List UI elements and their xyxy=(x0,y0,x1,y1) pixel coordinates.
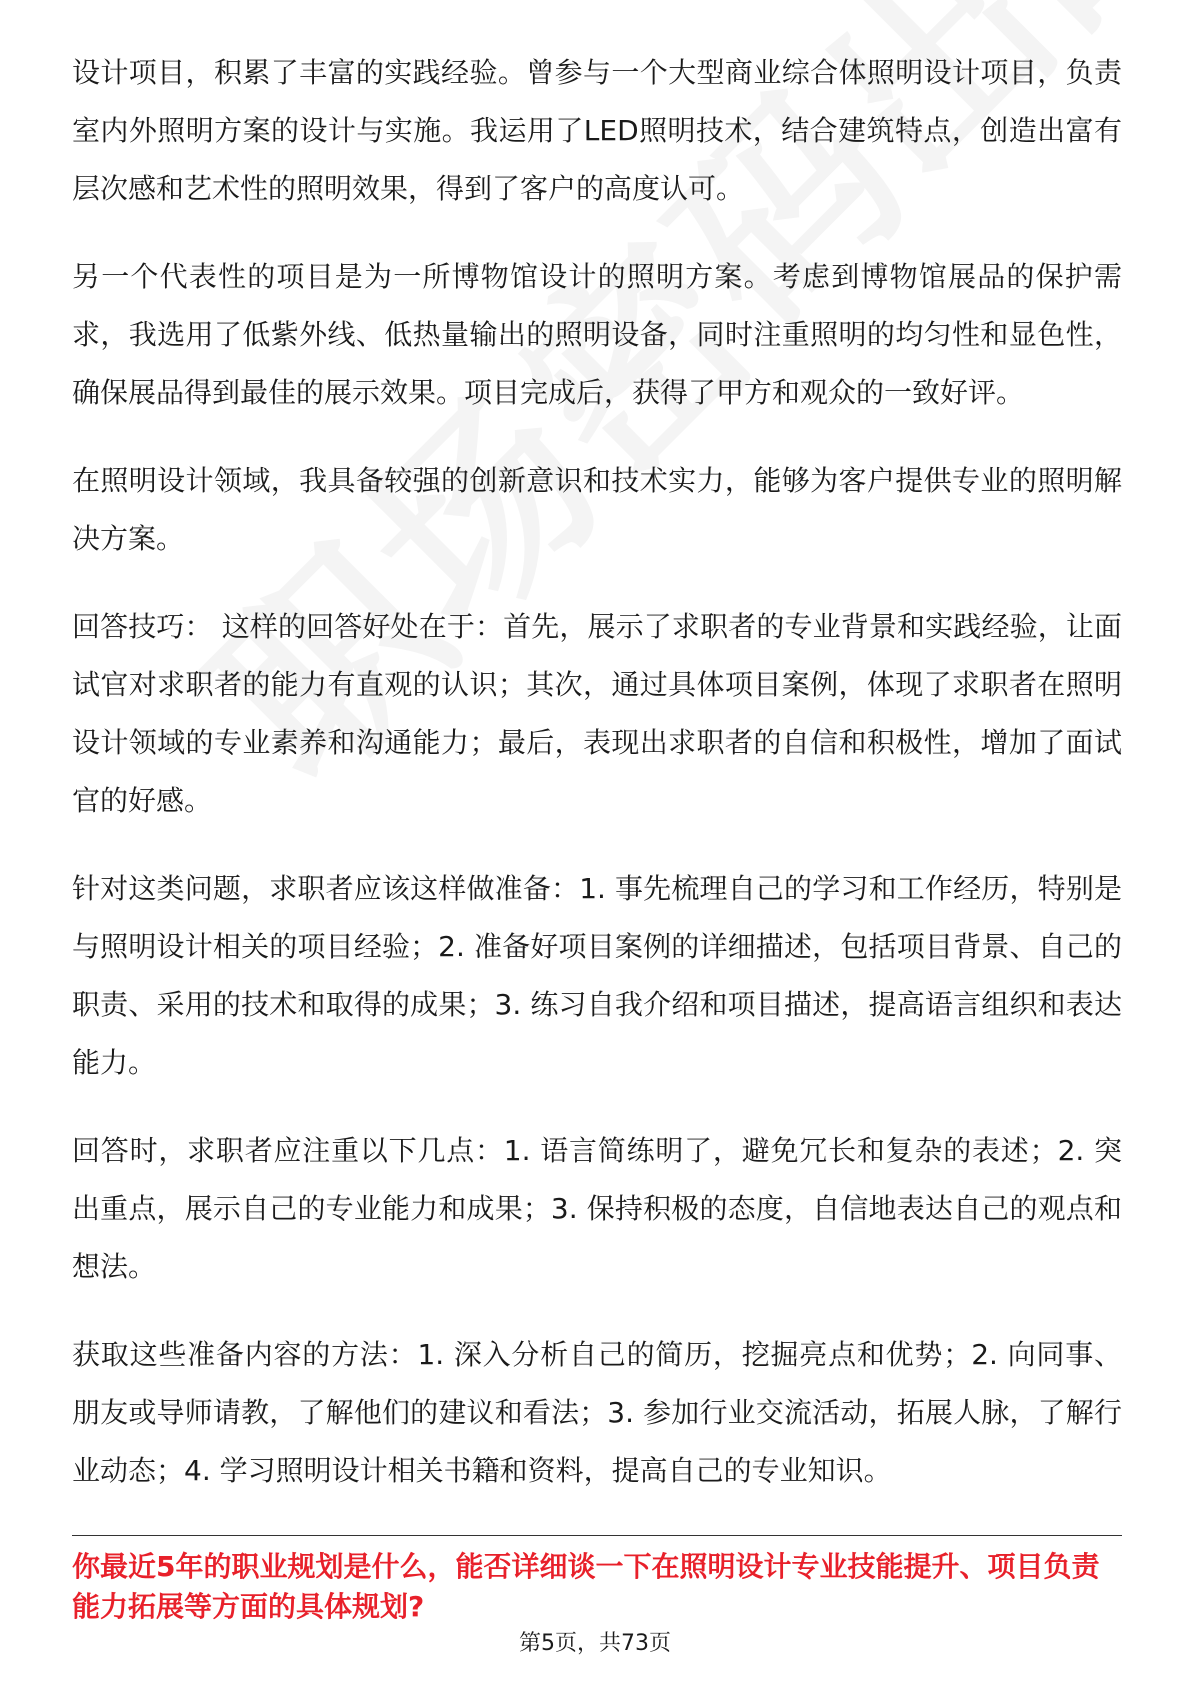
paragraph: 回答技巧： 这样的回答好处在于：首先，展示了求职者的专业背景和实践经验，让面试官对求职者的能力有直观的认识；其次，通过具体项目案例，体现了求职者在照明设计领域的专业素养和沟通能力；最后，表现出求职者的自信和积极性，增加了面试官的好感。 xyxy=(72,610,1122,817)
paragraph: 获取这些准备内容的方法：1. 深入分析自己的简历，挖掘亮点和优势；2. 向同事、朋友或导师请教，了解他们的建议和看法；3. 参加行业交流活动，拓展人脉，了解行业动态；4. 学习照明设计相关书籍和资料，提高自己的专业知识。 xyxy=(72,1338,1122,1487)
paragraph: 回答时，求职者应注重以下几点：1. 语言简练明了，避免冗长和复杂的表述；2. 突出重点，展示自己的专业能力和成果；3. 保持积极的态度，自信地表达自己的观点和想法。 xyxy=(72,1134,1122,1283)
paragraph: 在照明设计领域，我具备较强的创新意识和技术实力，能够为客户提供专业的照明解决方案。 xyxy=(72,464,1122,555)
paragraph: 针对这类问题，求职者应该这样做准备：1. 事先梳理自己的学习和工作经历，特别是与照明设计相关的项目经验；2. 准备好项目案例的详细描述，包括项目背景、自己的职责、采用的技术和取得的成果；3. 练习自我介绍和项目描述，提高语言组织和表达能力。 xyxy=(72,872,1122,1079)
next-question-heading: 你最近5年的职业规划是什么，能否详细谈一下在照明设计专业技能提升、项目负责能力拓展等方面的具体规划? xyxy=(72,1550,1100,1623)
paragraph: 设计项目，积累了丰富的实践经验。曾参与一个大型商业综合体照明设计项目，负责室内外照明方案的设计与实施。我运用了LED照明技术，结合建筑特点，创造出富有层次感和艺术性的照明效果，得到了客户的高度认可。 xyxy=(72,56,1122,205)
body-text xyxy=(72,44,1122,1530)
paragraph: 另一个代表性的项目是为一所博物馆设计的照明方案。考虑到博物馆展品的保护需求，我选用了低紫外线、低热量输出的照明设备，同时注重照明的均匀性和显色性，确保展品得到最佳的展示效果。项目完成后，获得了甲方和观众的一致好评。 xyxy=(72,260,1122,409)
section-divider xyxy=(72,1535,1122,1536)
page-number: 第5页，共73页 xyxy=(519,1631,671,1656)
